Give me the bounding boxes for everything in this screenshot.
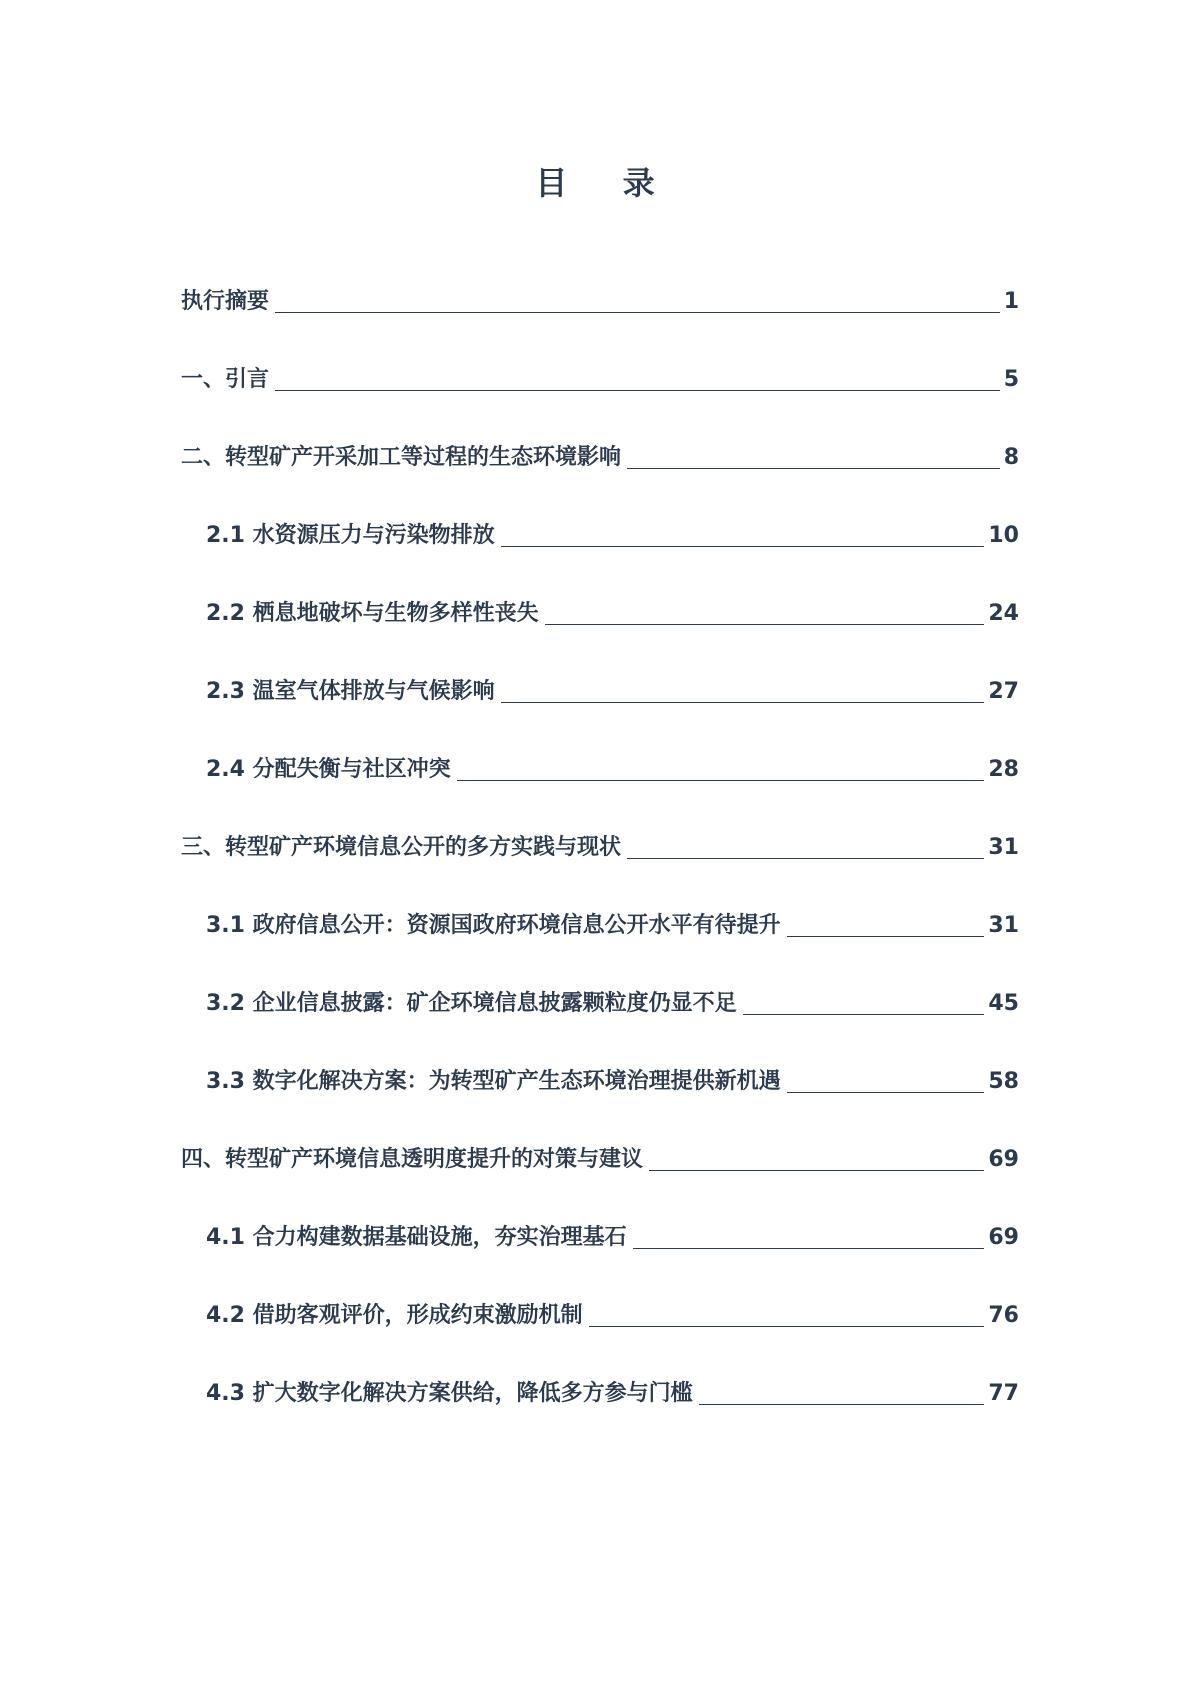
toc-leader-line	[787, 935, 985, 937]
toc-page-number: 1	[1003, 289, 1019, 314]
toc-page-number: 45	[988, 991, 1019, 1016]
toc-entry-section[interactable]	[181, 1020, 1019, 1098]
toc-leader-line	[275, 389, 1000, 391]
toc-page-number: 76	[988, 1303, 1019, 1328]
toc-page-number: 31	[988, 835, 1019, 860]
toc-entry-section[interactable]	[181, 1176, 1019, 1254]
toc-entry-text: 二、转型矿产开采加工等过程的生态环境影响	[181, 445, 622, 470]
toc-leader-line	[627, 857, 984, 859]
toc-leader-line	[545, 623, 985, 625]
toc-entry-chapter[interactable]	[181, 396, 1019, 474]
toc-entry-section[interactable]	[181, 1332, 1019, 1410]
toc-leader-line	[501, 545, 985, 547]
toc-entry-chapter[interactable]	[181, 240, 1019, 318]
toc-page-number: 31	[988, 913, 1019, 938]
toc-entry-text: 2.4 分配失衡与社区冲突	[206, 757, 451, 782]
toc-entry-section[interactable]	[181, 864, 1019, 942]
toc-leader-line	[649, 1169, 984, 1171]
toc-page-number: 5	[1003, 367, 1019, 392]
toc-entry-text: 3.3 数字化解决方案：为转型矿产生态环境治理提供新机遇	[206, 1069, 781, 1094]
toc-leader-line	[699, 1403, 985, 1405]
toc-entry-text: 三、转型矿产环境信息公开的多方实践与现状	[181, 835, 622, 860]
toc-entry-text: 4.2 借助客观评价，形成约束激励机制	[206, 1303, 583, 1328]
toc-leader-line	[589, 1325, 985, 1327]
toc-entry-text: 3.1 政府信息公开：资源国政府环境信息公开水平有待提升	[206, 913, 781, 938]
toc-page-number: 24	[988, 601, 1019, 626]
toc-entry-chapter[interactable]	[181, 786, 1019, 864]
toc-entry-text: 一、引言	[181, 367, 270, 392]
toc-entry-section[interactable]	[181, 474, 1019, 552]
toc-entry-section[interactable]	[181, 1254, 1019, 1332]
toc-page-number: 58	[988, 1069, 1019, 1094]
toc-leader-line	[787, 1091, 985, 1093]
toc-entry-section[interactable]	[181, 942, 1019, 1020]
toc-page-number: 27	[988, 679, 1019, 704]
toc-page-number: 77	[988, 1381, 1019, 1406]
toc-entry-text: 3.2 企业信息披露：矿企环境信息披露颗粒度仍显不足	[206, 991, 737, 1016]
toc-entry-text: 2.3 温室气体排放与气候影响	[206, 679, 495, 704]
toc-page-number: 28	[988, 757, 1019, 782]
toc-entry-section[interactable]	[181, 708, 1019, 786]
toc-entry-section[interactable]	[181, 552, 1019, 630]
toc-entry-chapter[interactable]	[181, 318, 1019, 396]
toc-page-number: 69	[988, 1147, 1019, 1172]
toc-leader-line	[275, 311, 1000, 313]
toc-entry-text: 4.3 扩大数字化解决方案供给，降低多方参与门槛	[206, 1381, 693, 1406]
toc-page-number: 10	[988, 523, 1019, 548]
toc-leader-line	[743, 1013, 985, 1015]
toc-entry-text: 2.2 栖息地破坏与生物多样性丧失	[206, 601, 539, 626]
table-of-contents	[181, 240, 1019, 1410]
toc-page-number: 8	[1003, 445, 1019, 470]
toc-entry-text: 执行摘要	[181, 289, 270, 314]
toc-title: 目 录	[535, 164, 677, 202]
toc-page-number: 69	[988, 1225, 1019, 1250]
toc-leader-line	[457, 779, 985, 781]
toc-entry-text: 2.1 水资源压力与污染物排放	[206, 523, 495, 548]
toc-entry-text: 4.1 合力构建数据基础设施，夯实治理基石	[206, 1225, 627, 1250]
toc-entry-text: 四、转型矿产环境信息透明度提升的对策与建议	[181, 1147, 644, 1172]
toc-leader-line	[627, 467, 1000, 469]
toc-entry-chapter[interactable]	[181, 1098, 1019, 1176]
toc-entry-section[interactable]	[181, 630, 1019, 708]
toc-leader-line	[501, 701, 985, 703]
toc-leader-line	[633, 1247, 985, 1249]
